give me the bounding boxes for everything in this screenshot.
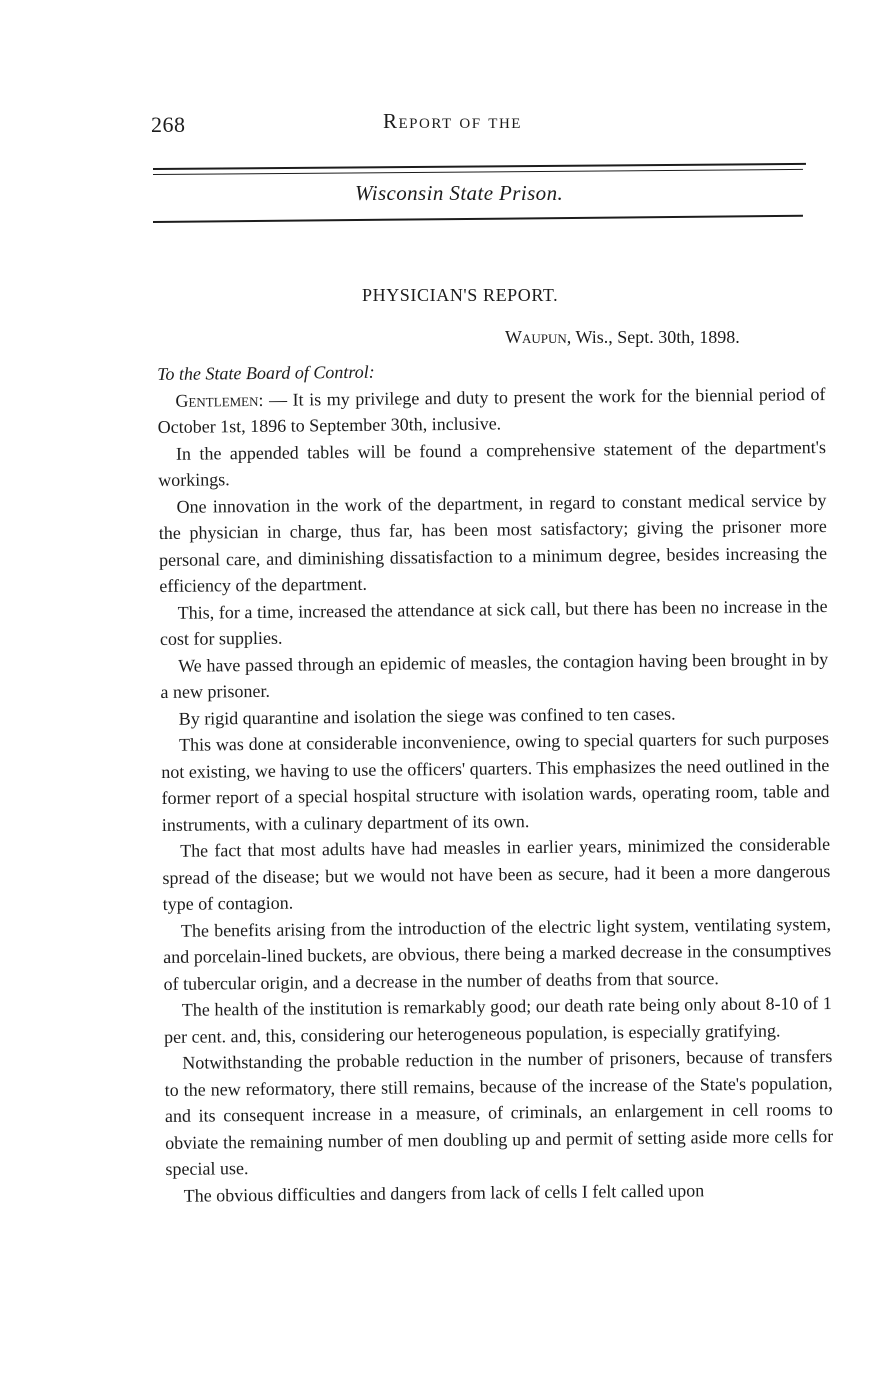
- paragraph: The health of the institution is remarkably good; our death rate being only about 8-10 of 1 per cent. and, this, considering our heterogeneous population, is especially gratifying.: [163, 992, 832, 1047]
- section-title: Wisconsin State Prison.: [355, 181, 564, 205]
- paragraph: This, for a time, increased the attendance at sick call, but there has been no increase in the cost for supplies.: [159, 595, 828, 649]
- opening-lead: Gentlemen:: [175, 389, 264, 411]
- paragraph: The fact that most adults have had measles in earlier years, minimized the considerable spread of the disease; but we would not have been as secure, had it been a more dangerous type of contagion.: [162, 833, 831, 914]
- dateline-date: Wis., Sept. 30th, 1898.: [571, 327, 740, 347]
- paragraph: The obvious difficulties and dangers from lack of cells I felt called upon: [183, 1179, 705, 1206]
- dateline-place: Waupun,: [505, 327, 572, 347]
- paragraph: We have passed through an epidemic of measles, the contagion having been brought in by a new prisoner.: [160, 648, 829, 702]
- report-body: [157, 354, 834, 1209]
- page-number: 268: [151, 112, 186, 137]
- paragraph: This was done at considerable inconvenience, owing to special quarters for such purposes not existing, we having to use the officers' quarters. This emphasizes the need outlined in the former report of a special hospital structure with isolation wards, operating room, table and instruments, with a culinary department of its own.: [161, 727, 830, 835]
- opening-paragraph: [157, 381, 826, 441]
- opening-text: — It is my privilege and duty to present the work for the biennial period of October 1st, 1896 to September 30th, inclusive.: [157, 383, 826, 437]
- paragraph: One innovation in the work of the department, in regard to constant medical service by the physician in charge, thus far, has been most satisfactory; giving the prisoner more personal care, and diminishing dissatisfaction to a minimum degree, besides increasing the efficiency of the department.: [158, 489, 828, 596]
- paragraph: The benefits arising from the introduction of the electric light system, ventilating system, and porcelain-lined buckets, are obvious, there being a marked decrease in the consumptives of tubercular origin, and a decrease in the number of deaths from that source.: [163, 913, 832, 994]
- salutation: To the State Board of Control:: [157, 361, 375, 384]
- dateline: [505, 327, 740, 348]
- report-title: PHYSICIAN'S REPORT.: [362, 285, 559, 305]
- running-head: Report of the: [383, 109, 522, 133]
- header-rule-top-thin: [153, 169, 803, 175]
- header-rule-bottom: [153, 215, 803, 223]
- paragraph: By rigid quarantine and isolation the siege was confined to ten cases.: [178, 703, 676, 729]
- paragraph: Notwithstanding the probable reduction in the number of prisoners, because of transfers to the new reformatory, there still remains, because of the increase of the State's population, and its consequent increase in a measure, of criminals, an enlargement in cell rooms to obviate the remaining number of men doubling up and permit of setting aside more cells for special use.: [164, 1045, 834, 1179]
- paragraph: In the appended tables will be found a comprehensive statement of the department's workings.: [158, 436, 827, 490]
